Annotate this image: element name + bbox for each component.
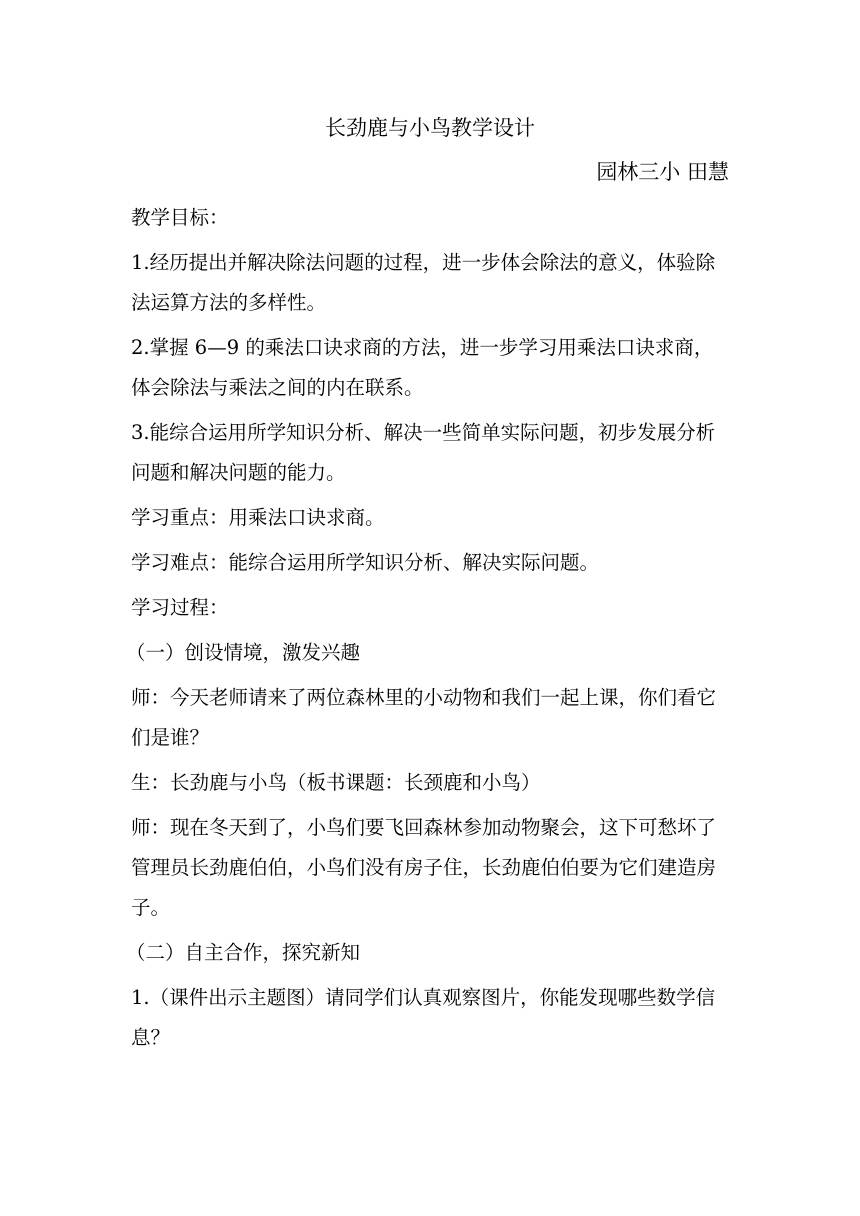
text-line: 学习重点：用乘法口诀求商。 (131, 506, 385, 529)
text-line: 问题和解决问题的能力。 (131, 461, 346, 484)
section-heading-2 (126, 933, 731, 973)
text-line: 法运算方法的多样性。 (131, 291, 327, 314)
text-line: （一）创设情境，激发兴趣 (126, 641, 361, 664)
paragraph-goal-3 (131, 413, 731, 493)
paragraph-key-point (131, 498, 731, 538)
section-heading-1 (126, 633, 731, 673)
document-body (126, 198, 731, 1058)
text-line: 学习过程： (131, 596, 229, 619)
paragraph-teacher-1 (131, 678, 731, 758)
paragraph-step-1 (131, 978, 731, 1058)
paragraph-teaching-goals-heading (131, 198, 731, 238)
text-line: 学习难点：能综合运用所学知识分析、解决实际问题。 (131, 551, 600, 574)
text-line: 师：现在冬天到了，小鸟们要飞回森林参加动物聚会，这下可愁坏了 (131, 816, 717, 839)
paragraph-difficult-point (131, 543, 731, 583)
text-line: 息？ (131, 1026, 171, 1049)
paragraph-goal-2 (131, 328, 731, 408)
text-line: 3.能综合运用所学知识分析、解决一些简单实际问题，初步发展分析 (131, 421, 716, 444)
paragraph-process-heading (131, 588, 731, 628)
paragraph-teacher-2 (131, 808, 731, 928)
document-author: 园林三小 田慧 (596, 160, 729, 184)
text-line: 们是谁？ (131, 726, 210, 749)
text-line: 子。 (131, 896, 171, 919)
text-line: 教学目标： (131, 206, 229, 229)
text-line: 体会除法与乘法之间的内在联系。 (131, 376, 424, 399)
paragraph-student-1 (131, 763, 731, 803)
text-line: （二）自主合作，探究新知 (126, 941, 361, 964)
document-title: 长劲鹿与小鸟教学设计 (325, 116, 535, 140)
text-line: 1.（课件出示主题图）请同学们认真观察图片，你能发现哪些数学信 (131, 986, 716, 1009)
text-line: 生：长劲鹿与小鸟（板书课题：长颈鹿和小鸟） (131, 771, 541, 794)
text-line: 1.经历提出并解决除法问题的过程，进一步体会除法的意义，体验除 (131, 251, 716, 274)
text-line: 管理员长劲鹿伯伯，小鸟们没有房子住，长劲鹿伯伯要为它们建造房 (131, 856, 717, 879)
text-line: 师：今天老师请来了两位森林里的小动物和我们一起上课，你们看它 (131, 686, 717, 709)
text-line: 2.掌握 6—9 的乘法口诀求商的方法，进一步学习用乘法口诀求商， (131, 336, 714, 359)
paragraph-goal-1 (131, 243, 731, 323)
